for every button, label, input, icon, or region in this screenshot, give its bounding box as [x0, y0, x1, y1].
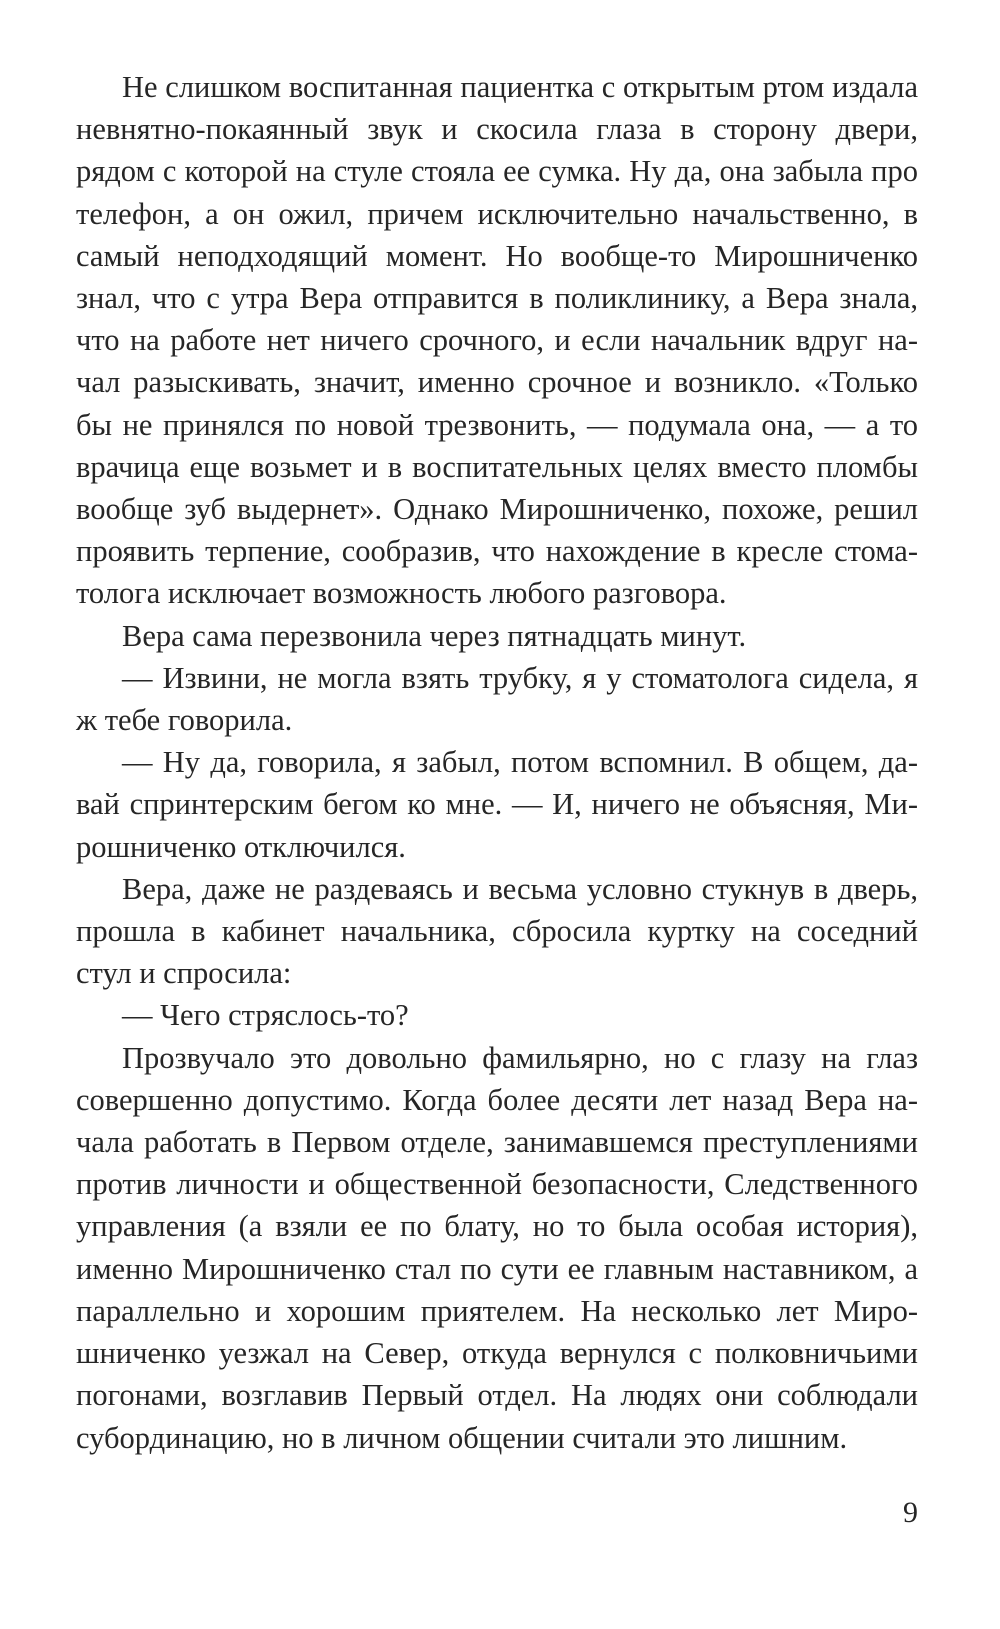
paragraph-4: — Ну да, говорила, я забыл, потом вспомнил. В общем, давай спринтерским бегом ко мне. — И, ничего не объясняя, Мирошниченко отключился.: [76, 745, 918, 864]
paragraph-5: Вера, даже не раздеваясь и весьма условно стукнув в дверь, прошла в кабинет начальника, сбросила куртку на соседний стул и спросила:: [76, 871, 918, 991]
paragraph-6: — Чего стряслось-то?: [122, 998, 409, 1033]
paragraph-7: Прозвучало это довольно фамильярно, но с глазу на глаз совершенно допустимо. Когда более десяти лет назад Вера начала работать в Первом отделе, занимавшемся преступлениями против личности и общественной безопасности, Следственного управления (а взяли ее по блату, но то была особая история), именно Мирошниченко стал по сути ее главным наставником, а параллельно и хорошим приятелем. На несколько лет Мирошниченко уезжал на Север, откуда вернулся с полковничьими погонами, возглавив Первый отдел. На людях они соблюдали субординацию, но в личном общении считали это лишним.: [76, 1040, 918, 1455]
paragraph-1: Не слишком воспитанная пациентка с открытым ртом издала невнятно-покаянный звук и скосила глаза в сторону двери, рядом с которой на стуле стояла ее сумка. Ну да, она забыла про телефон, а он ожил, причем исключительно начальственно, в самый неподходящий момент. Но вообще-то Мирошниченко знал, что с утра Вера отправится в поликлинику, а Вера знала, что на работе нет ничего срочного, и если начальник вдруг начал разыскивать, значит, именно срочное и возникло. «Только бы не принялся по новой трезвонить, — подумала она, — а то врачица еще возьмет и в воспитательных целях вместо пломбы вообще зуб выдернет». Однако Мирошниченко, похоже, решил проявить терпение, сообразив, что нахождение в кресле стоматолога исключает возможность любого разговора.: [76, 70, 918, 611]
page-body: [76, 66, 918, 1459]
paragraph-3: — Извини, не могла взять трубку, я у стоматолога сидела, я ж тебе говорила.: [76, 660, 918, 738]
paragraph-2: Вера сама перезвонила через пятнадцать минут.: [122, 618, 747, 653]
page-number: 9: [903, 1496, 918, 1529]
